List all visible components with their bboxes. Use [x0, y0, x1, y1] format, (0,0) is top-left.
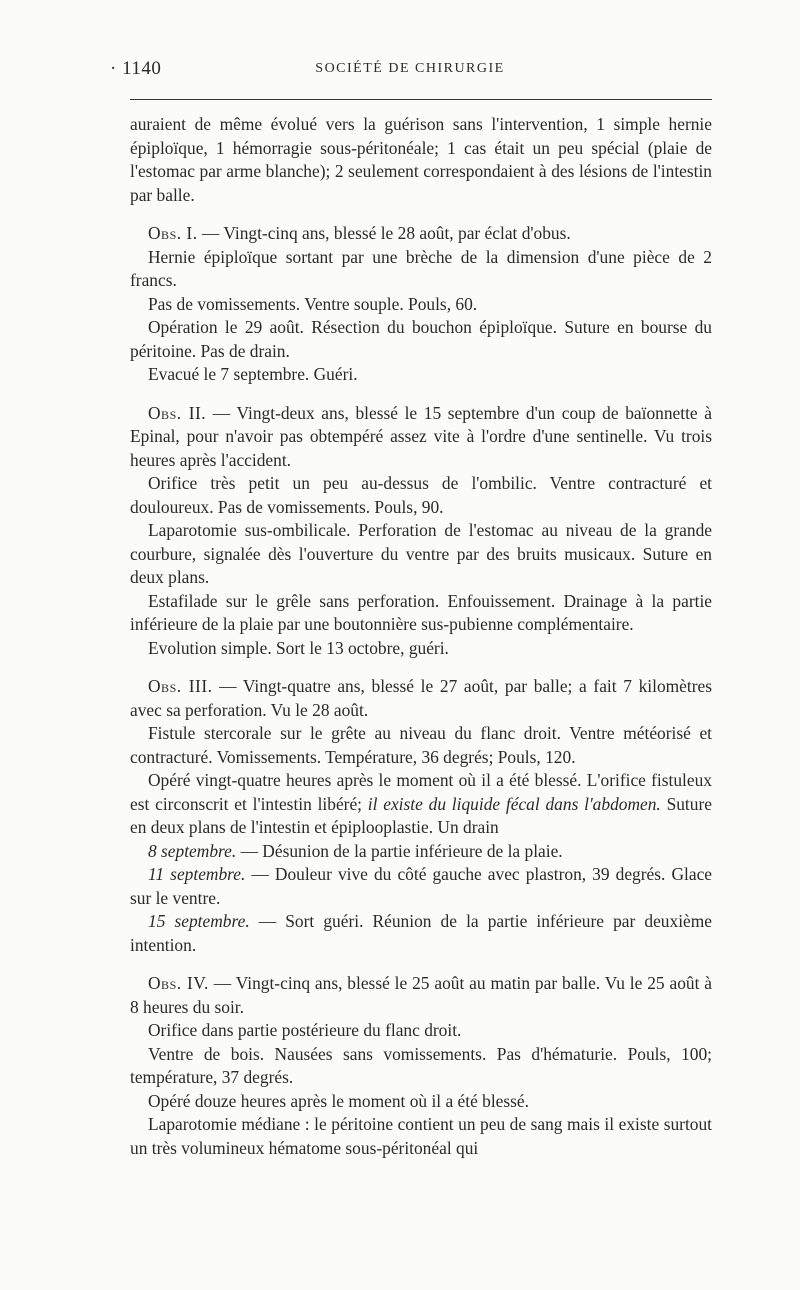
obs-3-opening-text: — Vingt-quatre ans, blessé le 27 août, par balle; a fait 7 kilomètres avec sa perforation. Vu le 28 août. [130, 676, 712, 720]
obs-3-date: 11 septembre. [148, 864, 246, 884]
intro-paragraph: auraient de même évolué vers la guérison sans l'intervention, 1 simple hernie épiploïque, 1 hémorragie sous-péritonéale; 1 cas était un peu spécial (plaie de l'estomac par arme blanche); 2 seulement correspondaient à des lésions de l'intestin par balle. [130, 114, 712, 205]
obs-1-paragraph: Evacué le 7 septembre. Guéri. [148, 364, 358, 384]
obs-3-paragraph [130, 769, 712, 840]
page-body [130, 113, 712, 1160]
obs-2-label: Obs. II. [148, 402, 207, 423]
running-title: SOCIÉTÉ DE CHIRURGIE [315, 61, 505, 76]
obs-3-paragraph [130, 863, 712, 910]
obs-2-paragraph: Laparotomie sus-ombilicale. Perforation de l'estomac au niveau de la grande courbure, signalée dès l'ouverture du ventre par des bruits musicaux. Suture en deux plans. [130, 520, 712, 587]
obs-4-opening-text: — Vingt-cinq ans, blessé le 25 août au matin par balle. Vu le 25 août à 8 heures du soir. [130, 973, 713, 1017]
obs-4-paragraph: Laparotomie médiane : le péritoine contient un peu de sang mais il existe surtout un très volumineux hématome sous-péritonéal qui [130, 1114, 712, 1158]
page-number: · 1140 [110, 58, 162, 79]
obs-1-opening [130, 222, 712, 246]
obs-1-paragraph: Pas de vomissements. Ventre souple. Pouls, 60. [148, 293, 478, 314]
obs-3-p2-italic: il existe du liquide fécal dans l'abdomen. [367, 793, 661, 814]
obs-4-opening [130, 972, 712, 1019]
obs-3-paragraph: Fistule stercorale sur le grête au niveau du flanc droit. Ventre météorisé et contracturé. Vomissements. Température, 36 degrés; Pouls, 120. [130, 723, 712, 767]
obs-4-paragraph: Opéré douze heures après le moment où il a été blessé. [148, 1090, 529, 1111]
obs-1-label: Obs. I. [148, 223, 198, 243]
obs-3-paragraph [130, 910, 712, 957]
obs-3-date-text: — Désunion de la partie inférieure de la plaie. [236, 840, 563, 861]
obs-3-date: 8 septembre. [148, 840, 237, 861]
obs-3-date-text: — Douleur vive du côté gauche avec plastron, 39 degrés. Glace sur le ventre. [130, 864, 713, 908]
obs-3-opening [130, 675, 712, 722]
obs-3-p2-start: Opéré vingt-quatre heures après le moment où il a été blessé. L'orifice fistuleux est circonscrit et l'intestin libéré; [130, 770, 712, 814]
obs-4-paragraph: Orifice dans partie postérieure du flanc droit. [148, 1020, 462, 1040]
obs-2-opening [130, 402, 712, 473]
section-gap [130, 387, 712, 402]
header-rule [130, 99, 712, 100]
section-gap [130, 660, 712, 675]
obs-1-paragraph: Hernie épiploïque sortant par une brèche de la dimension d'une pièce de 2 francs. [130, 246, 712, 290]
obs-3-p2-end: Suture en deux plans de l'intestin et épiplooplastie. Un drain [130, 793, 712, 837]
obs-2-paragraph: Estafilade sur le grêle sans perforation. Enfouissement. Drainage à la partie inférieure de la plaie par une boutonnière sus-pubienne complémentaire. [130, 590, 712, 634]
obs-1-paragraph: Opération le 29 août. Résection du bouchon épiploïque. Suture en bourse du péritoine. Pas de drain. [130, 317, 712, 361]
obs-4-paragraph: Ventre de bois. Nausées sans vomissements. Pas d'hématurie. Pouls, 100; température, 37 degrés. [130, 1043, 712, 1087]
section-gap [130, 957, 712, 972]
obs-3-date: 15 septembre. [148, 911, 250, 931]
obs-2-paragraph: Orifice très petit un peu au-dessus de l'ombilic. Ventre contracturé et douloureux. Pas de vomissements. Pouls, 90. [130, 473, 712, 517]
obs-3-paragraph [130, 840, 712, 864]
page-header [110, 58, 710, 86]
obs-2-paragraph: Evolution simple. Sort le 13 octobre, guéri. [148, 637, 449, 658]
obs-1-opening-text: — Vingt-cinq ans, blessé le 28 août, par éclat d'obus. [197, 223, 571, 243]
obs-4-label: Obs. IV. [148, 973, 209, 993]
obs-3-date-text: — Sort guéri. Réunion de la partie inférieure par deuxième intention. [130, 911, 712, 955]
section-gap [130, 207, 712, 222]
obs-2-opening-text: — Vingt-deux ans, blessé le 15 septembre d'un coup de baïonnette à Epinal, pour n'avoir pas obtempéré assez vite à l'ordre d'une sentinelle. Vu trois heures après l'accident. [130, 402, 712, 470]
obs-3-label: Obs. III. [148, 676, 213, 696]
